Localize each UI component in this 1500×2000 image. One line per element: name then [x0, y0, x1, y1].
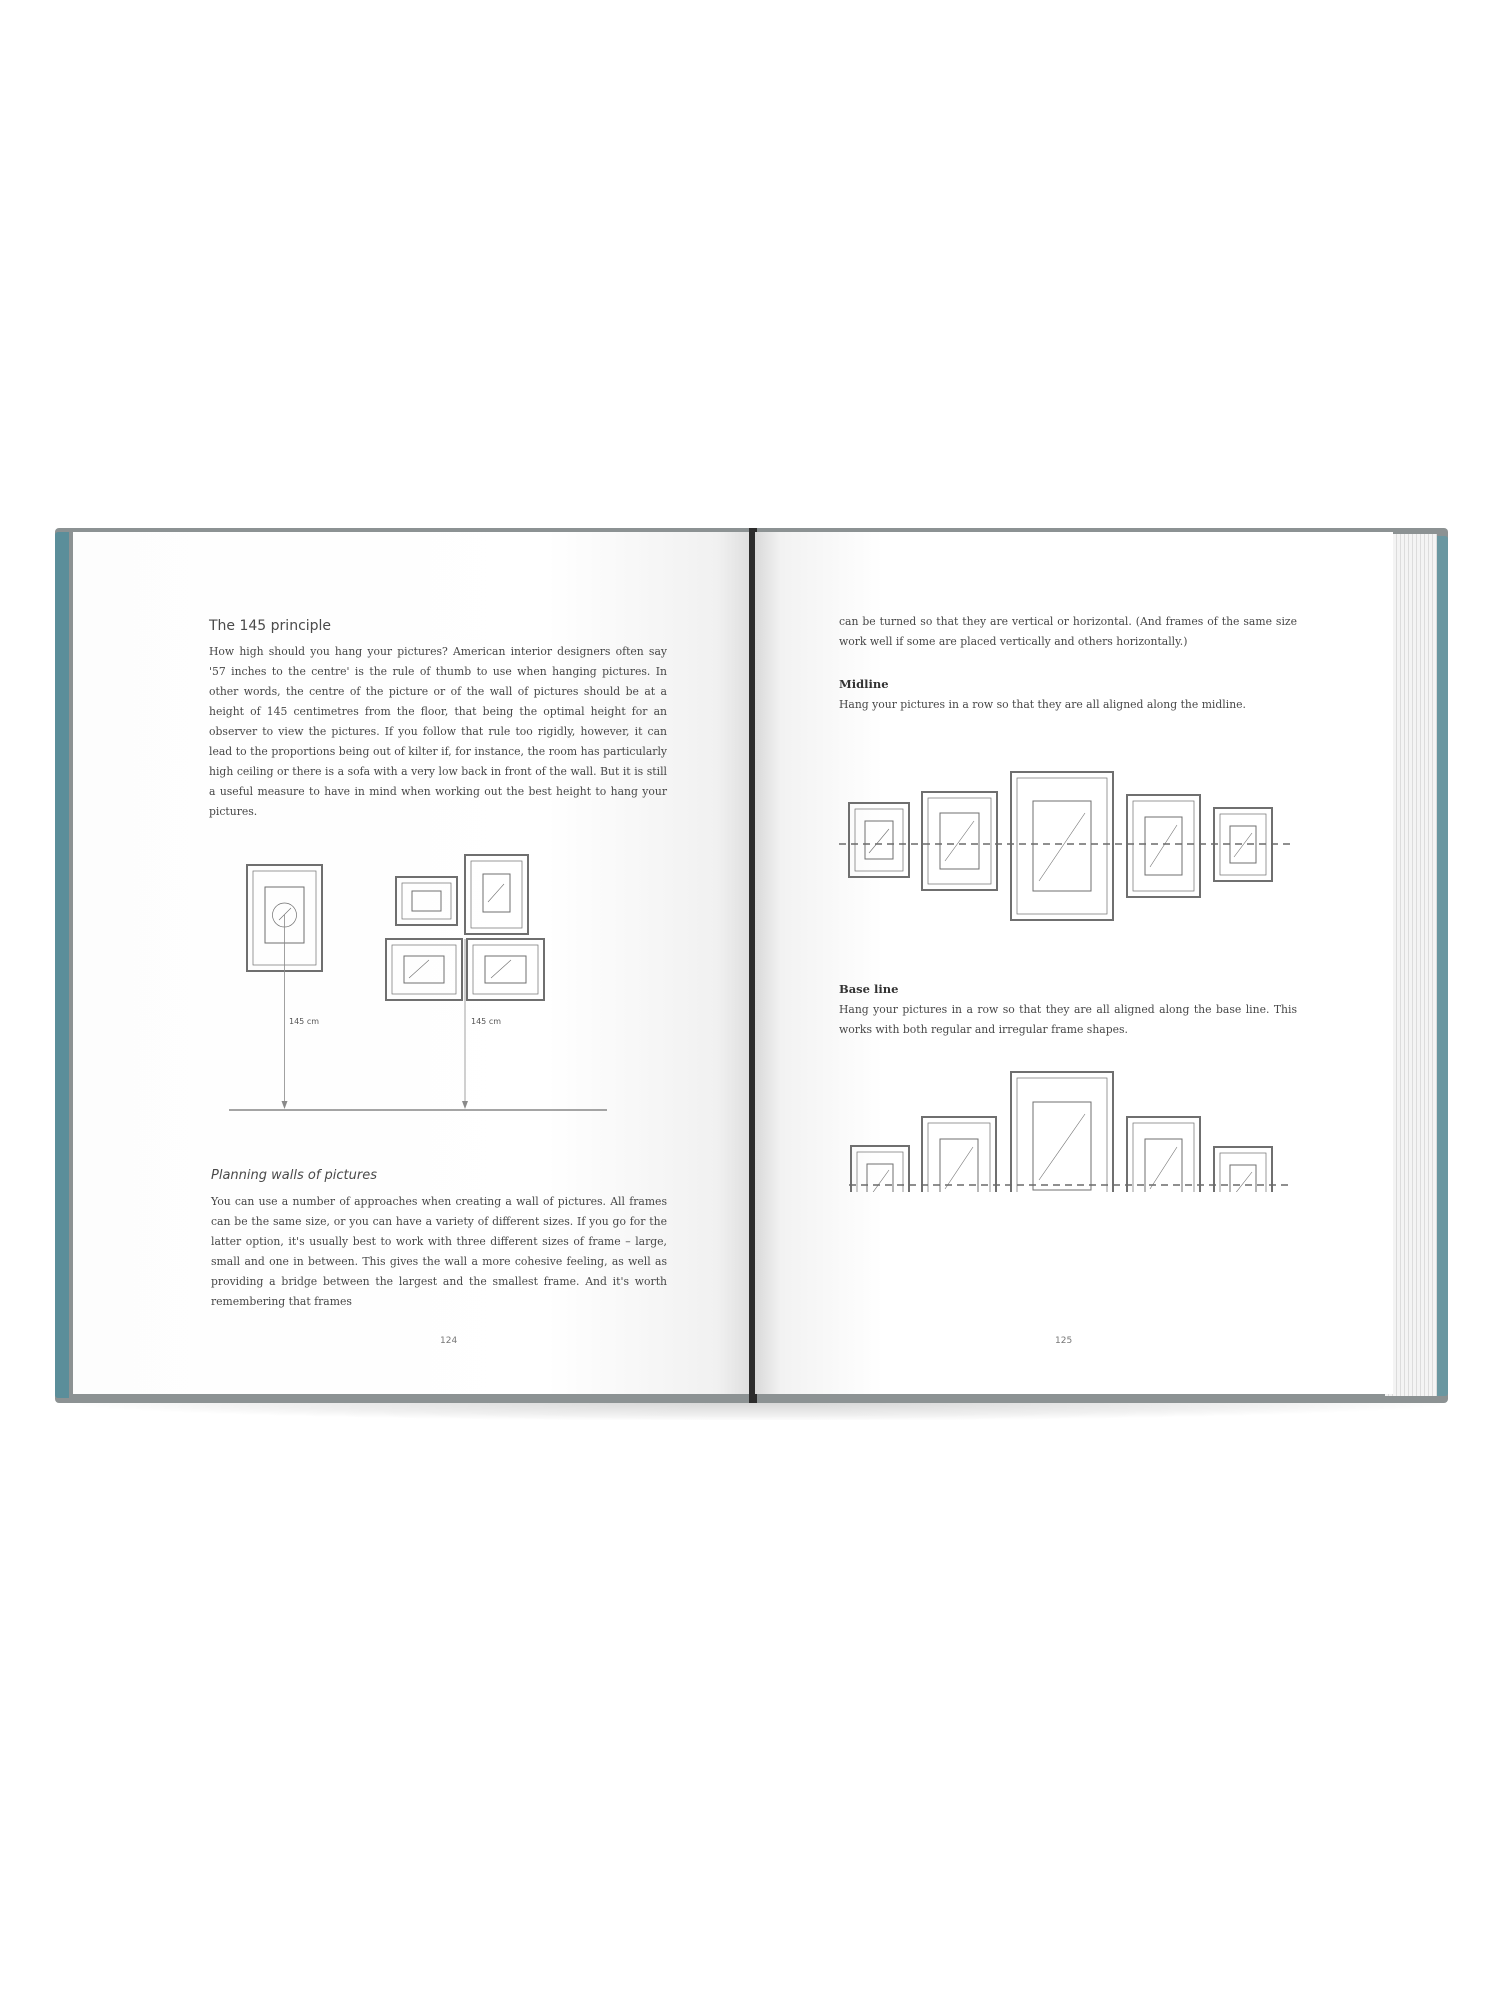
page-number-left: 124	[440, 1336, 458, 1346]
cover-edge-left	[55, 532, 69, 1398]
label-145cm-left: 145 cm	[289, 1017, 320, 1026]
baseline-frames	[851, 1072, 1272, 1192]
midline-frames	[849, 772, 1272, 920]
paragraph-planning-walls: You can use a number of approaches when creating a wall of pictures. All frames can be the same size, or you can have a variety of different sizes. If you go for the latter option, it's usually best to work with three different sizes of frame – large, small and one in between. This gives the wall a more cohesive feeling, as well as providing a bridge between the largest and the smallest frame. And it's worth remembering that frames	[211, 1195, 667, 1308]
label-145cm-right: 145 cm	[471, 1017, 502, 1026]
cover-edge-right	[1436, 536, 1448, 1396]
diagram-145-height	[209, 832, 709, 1122]
midline-heading: Midline	[839, 677, 889, 691]
left-page	[73, 532, 751, 1394]
page-number-right: 125	[1055, 1336, 1073, 1346]
open-book	[55, 528, 1448, 1403]
measurement-arrows	[282, 915, 469, 1109]
paragraph-145-principle: How high should you hang your pictures? American interior designers often say '57 inches to the centre' is the rule of thumb to use when hanging pictures. In other words, the centre of the picture or of the wall of pictures should be at a height of 145 centimetres from the floor, that being the optimal height for an observer to view the pictures. If you follow that rule too rigidly, however, it can lead to the proportions being out of kilter if, for instance, the room has particularly high ceiling or there is a sofa with a very low back in front of the wall. But it is still a useful measure to have in mind when working out the best height to hang your pictures.	[209, 645, 667, 818]
diagram-baseline	[839, 1062, 1299, 1192]
baseline-text: Hang your pictures in a row so that they are all aligned along the base line. This works with both regular and irregular frame shapes.	[839, 1003, 1297, 1036]
midline-text: Hang your pictures in a row so that they are all aligned along the midline.	[839, 698, 1246, 711]
diagram-midline	[839, 757, 1299, 932]
subheading-planning-walls: Planning walls of pictures	[211, 1168, 377, 1183]
right-page	[755, 532, 1393, 1394]
heading-145-principle: The 145 principle	[209, 618, 332, 634]
paragraph-continuation: can be turned so that they are vertical or horizontal. (And frames of the same size work well if some are placed vertically and others horizontally.)	[839, 615, 1297, 648]
baseline-heading: Base line	[839, 982, 899, 996]
